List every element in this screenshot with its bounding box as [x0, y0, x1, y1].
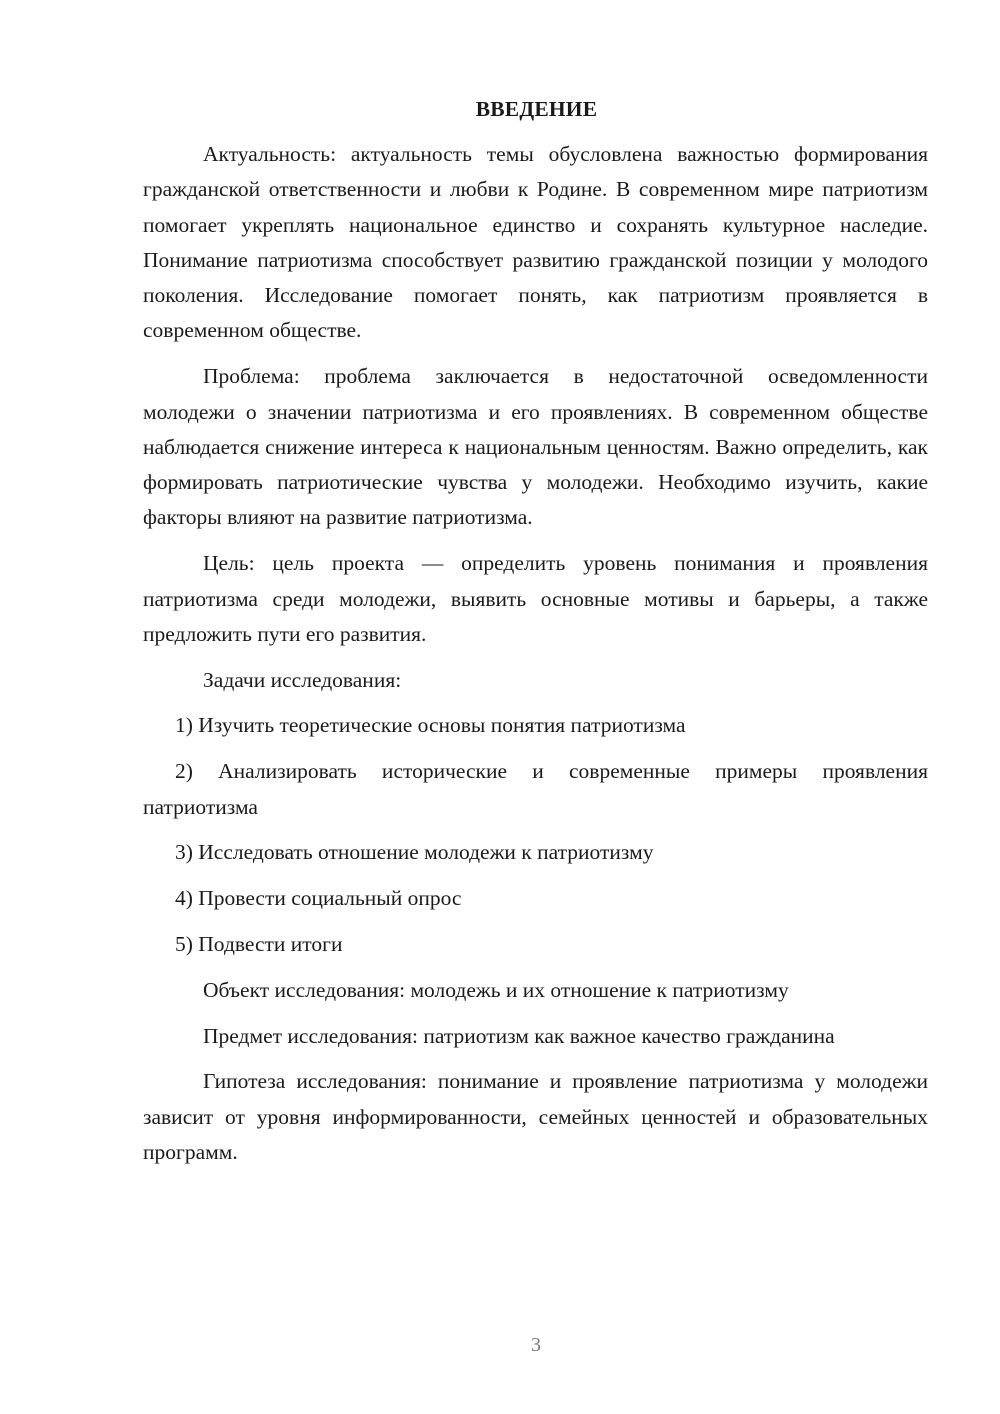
task-item-2: 2) Анализировать исторические и современные примеры проявления патриотизма: [143, 759, 928, 819]
task-item-3: 3) Исследовать отношение молодежи к патриотизму: [175, 840, 654, 865]
section-title: ВВЕДЕНИЕ: [475, 97, 598, 121]
page-content: [143, 92, 928, 1170]
task-item-5: 5) Подвести итоги: [175, 931, 343, 956]
object-paragraph: Объект исследования: молодежь и их отношение к патриотизму: [203, 977, 789, 1002]
hypothesis-paragraph: Гипотеза исследования: понимание и проявление патриотизма у молодежи зависит от уровня информированности, семейных ценностей и образовательных программ.: [143, 1069, 928, 1164]
goal-paragraph: Цель: цель проекта — определить уровень понимания и проявления патриотизма среди молодежи, выявить основные мотивы и барьеры, а также предложить пути его развития.: [143, 551, 928, 646]
tasks-heading: Задачи исследования:: [203, 667, 402, 692]
task-item-1: 1) Изучить теоретические основы понятия патриотизма: [175, 713, 686, 738]
subject-paragraph: Предмет исследования: патриотизм как важное качество гражданина: [203, 1023, 835, 1048]
page-number: 3: [531, 1334, 541, 1356]
problem-paragraph: Проблема: проблема заключается в недостаточной осведомленности молодежи о значении патриотизма и его проявлениях. В современном обществе наблюдается снижение интереса к национальным ценностям. Важно определить, как формировать патриотические чувства у молодежи. Необходимо изучить, какие факторы влияют на развитие патриотизма.: [143, 364, 928, 530]
task-item-4: 4) Провести социальный опрос: [175, 886, 462, 911]
relevance-paragraph: Актуальность: актуальность темы обусловлена важностью формирования гражданской ответственности и любви к Родине. В современном мире патриотизм помогает укреплять национальное единство и сохранять культурное наследие. Понимание патриотизма способствует развитию гражданской позиции у молодого поколения. Исследование помогает понять, как патриотизм проявляется в современном обществе.: [143, 142, 928, 343]
